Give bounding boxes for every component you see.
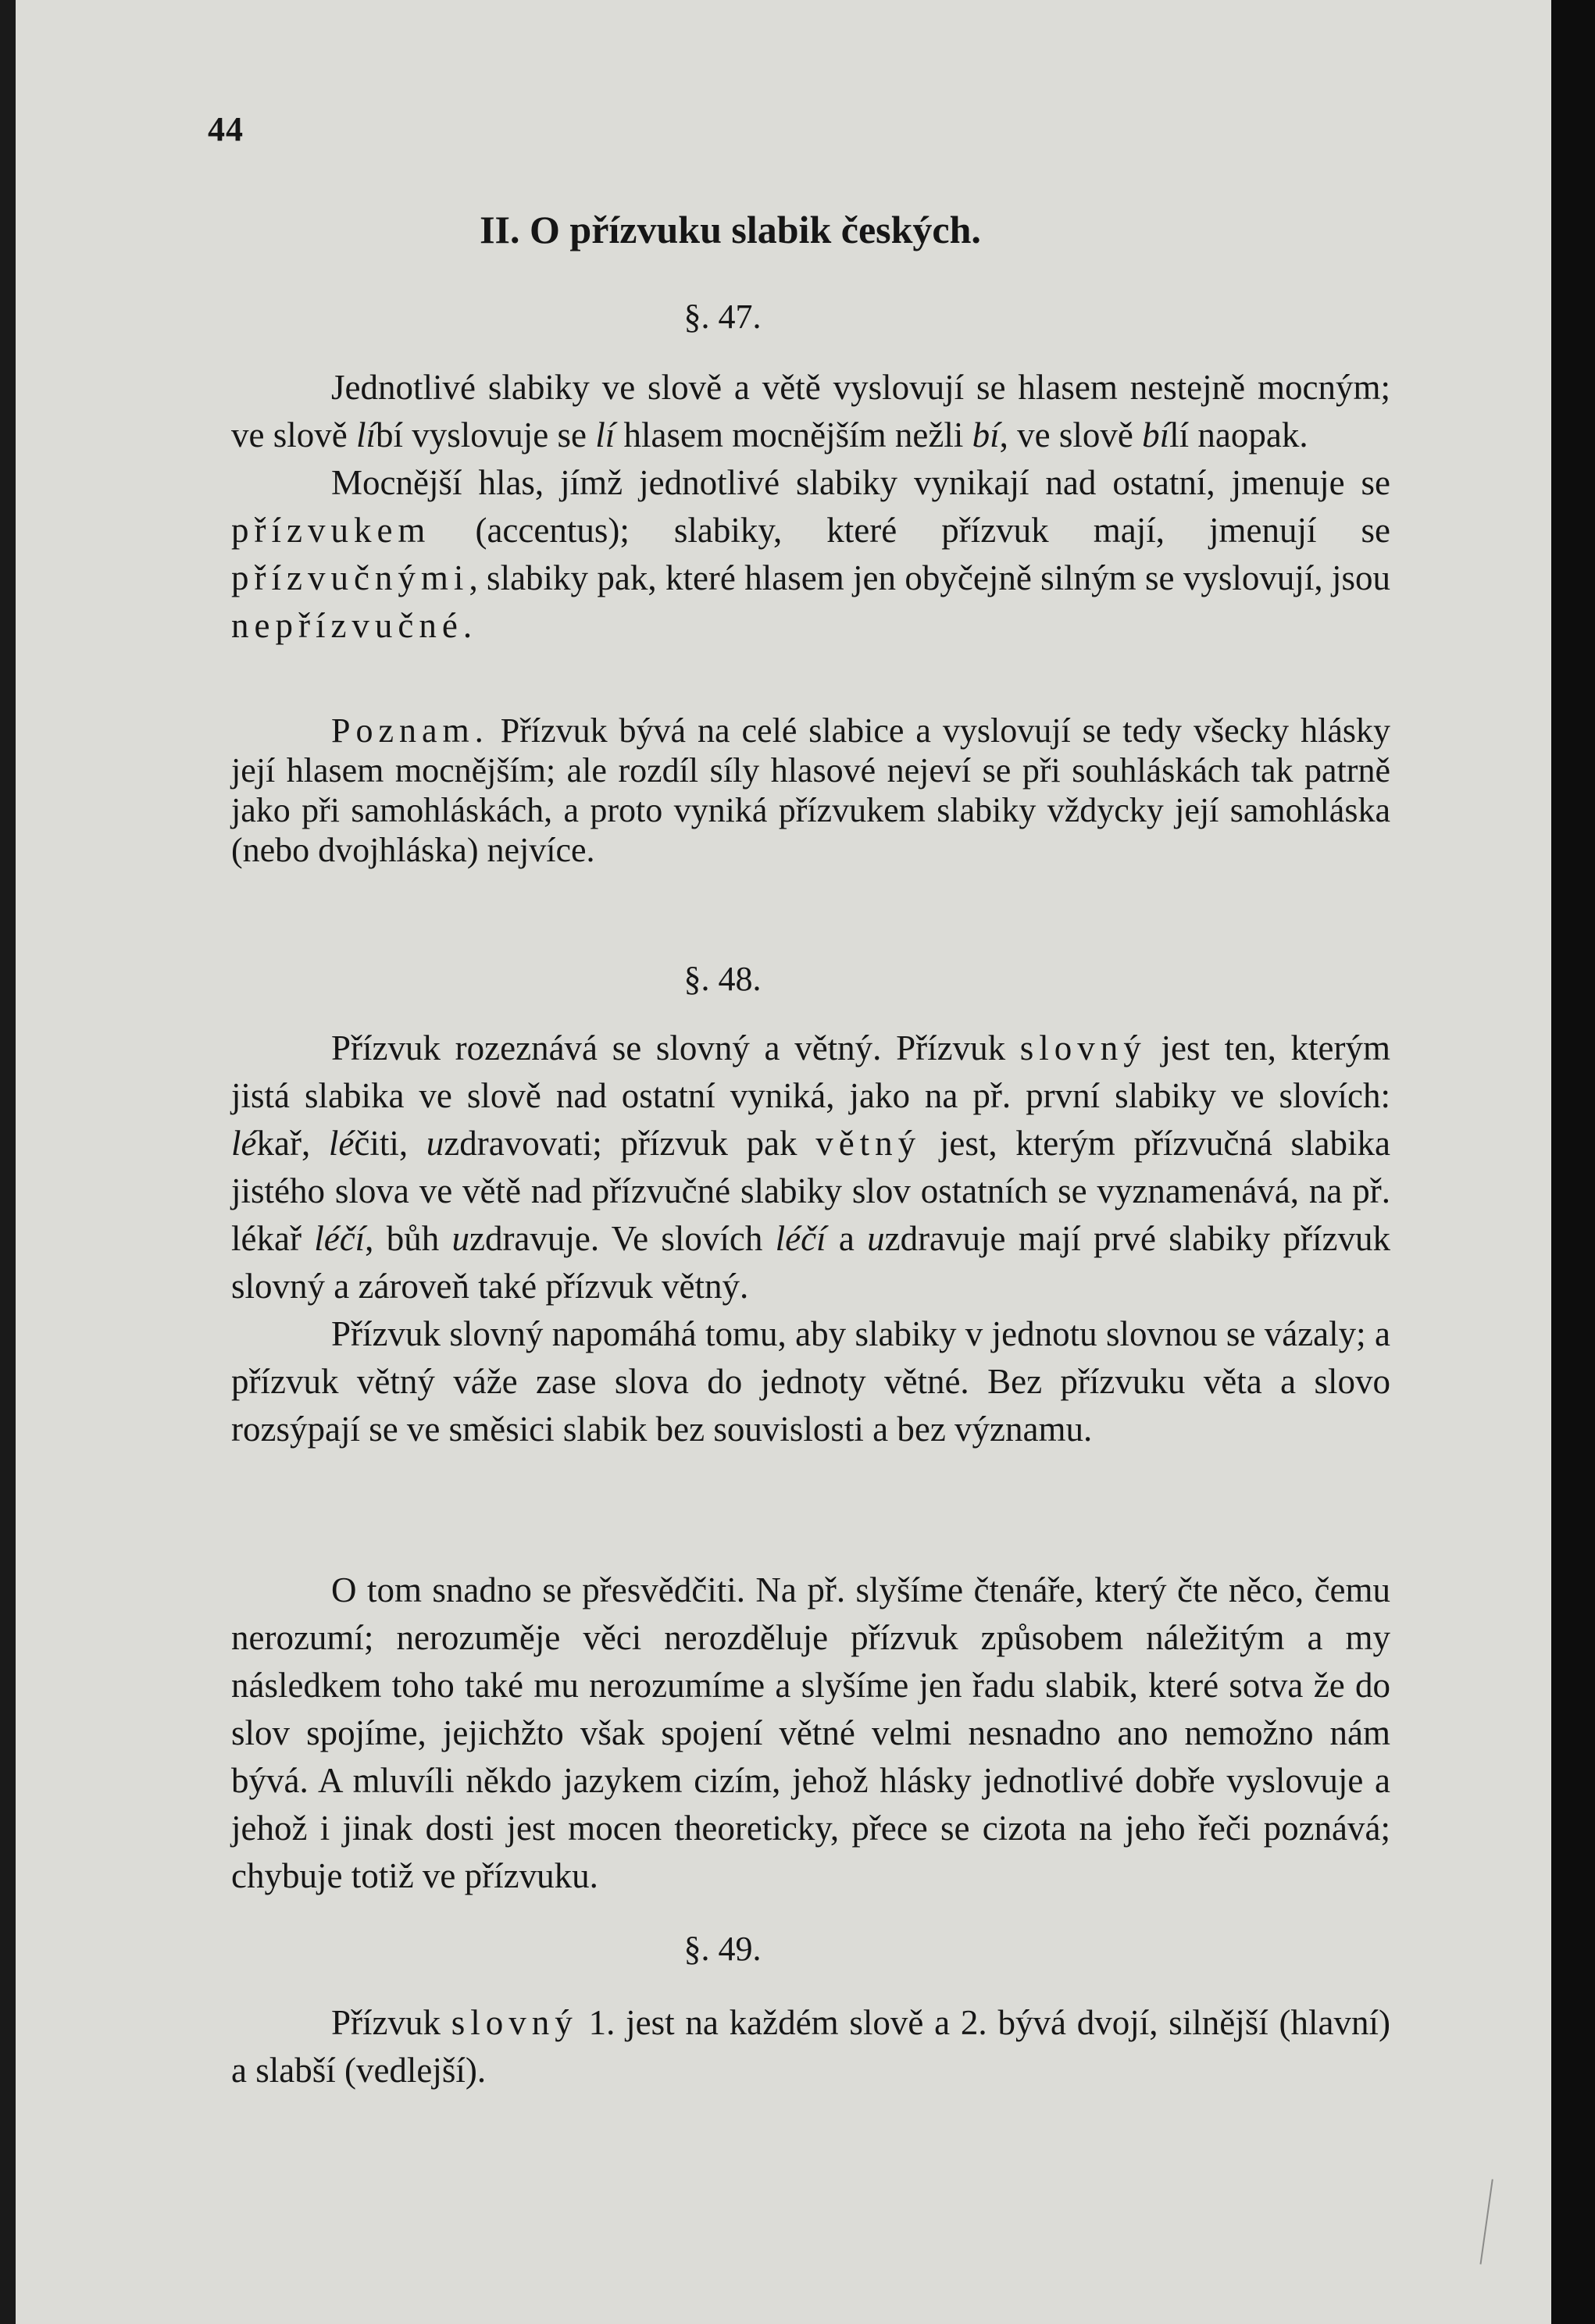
section-heading-48: §. 48. (683, 960, 762, 998)
scan-edge (1551, 0, 1595, 2324)
page-number: 44 (208, 110, 244, 148)
paragraph: O tom snadno se přesvědčiti. Na př. slyšíme čtenáře, který čte něco, čemu nerozumí; nerozuměje věci nerozděluje přízvuk způsobem náležitým a my následkem toho také mu nerozumíme a slyšíme jen řadu slabik, které sotva že do slov spojíme, jejichžto však spojení větné velmi nesnadno ano nemožno nám bývá. A mluvíli někdo jazykem cizím, jehož hlásky jednotlivé dobře vyslovuje a jehož i jinak dosti jest mocen theoreticky, přece se cizota na jeho řeči poznává; chybuje totiž ve přízvuku. (231, 1570, 1390, 1895)
chapter-title: II. O přízvuku slabik českých. (480, 208, 981, 251)
section-49-text (231, 1999, 1390, 2094)
note-paragraph: Poznam. Přízvuk bývá na celé slabice a vyslovují se tedy všecky hlásky její hlasem mocnějším; ale rozdíl síly hlasové nejeví se při souhláskách tak patrně jako při samohláskách, a proto vyniká přízvukem slabiky vždycky její samohláska (nebo dvojhláska) nejvíce. (231, 711, 1390, 869)
section-47-note (231, 711, 1390, 870)
paragraph: Přízvuk slovný napomáhá tomu, aby slabiky v jednotu slovnou se vázaly; a přízvuk větný váže zase slova do jednoty větné. Bez přízvuku věta a slovo rozsýpají se ve směsici slabik bez souvislosti a bez významu. (231, 1314, 1390, 1449)
section-heading-49: §. 49. (683, 1930, 762, 1968)
section-47-text (231, 364, 1390, 650)
paragraph: Přízvuk rozeznává se slovný a větný. Přízvuk slovný jest ten, kterým jistá slabika ve slově nad ostatní vyniká, jako na př. první slabiky ve slovích: lékař, léčiti, uzdravovati; přízvuk pak větný jest, kterým přízvučná slabika jistého slova ve větě nad přízvučné slabiky slov ostatních se vyznamenává, na př. lékař léčí, bůh uzdravuje. Ve slovích léčí a uzdravuje mají prvé slabiky přízvuk slovný a zároveň také přízvuk větný. (231, 1028, 1390, 1306)
section-heading-47: §. 47. (683, 298, 762, 336)
paragraph: Jednotlivé slabiky ve slově a větě vyslovují se hlasem nestejně mocným; ve slově líbí vyslovuje se lí hlasem mocnějším nežli bí, ve slově bílí naopak. (231, 368, 1390, 454)
paragraph: Přízvuk slovný 1. jest na každém slově a 2. bývá dvojí, silnější (hlavní) a slabší (vedlejší). (231, 2003, 1390, 2090)
paragraph: Mocnější hlas, jímž jednotlivé slabiky vynikají nad ostatní, jmenuje se přízvukem (accentus); slabiky, které přízvuk mají, jmenují se přízvučnými, slabiky pak, které hlasem jen obyčejně silným se vyslovují, jsou nepřízvučné. (231, 463, 1390, 645)
section-48-text-continued (231, 1567, 1390, 1900)
section-48-text (231, 1025, 1390, 1453)
